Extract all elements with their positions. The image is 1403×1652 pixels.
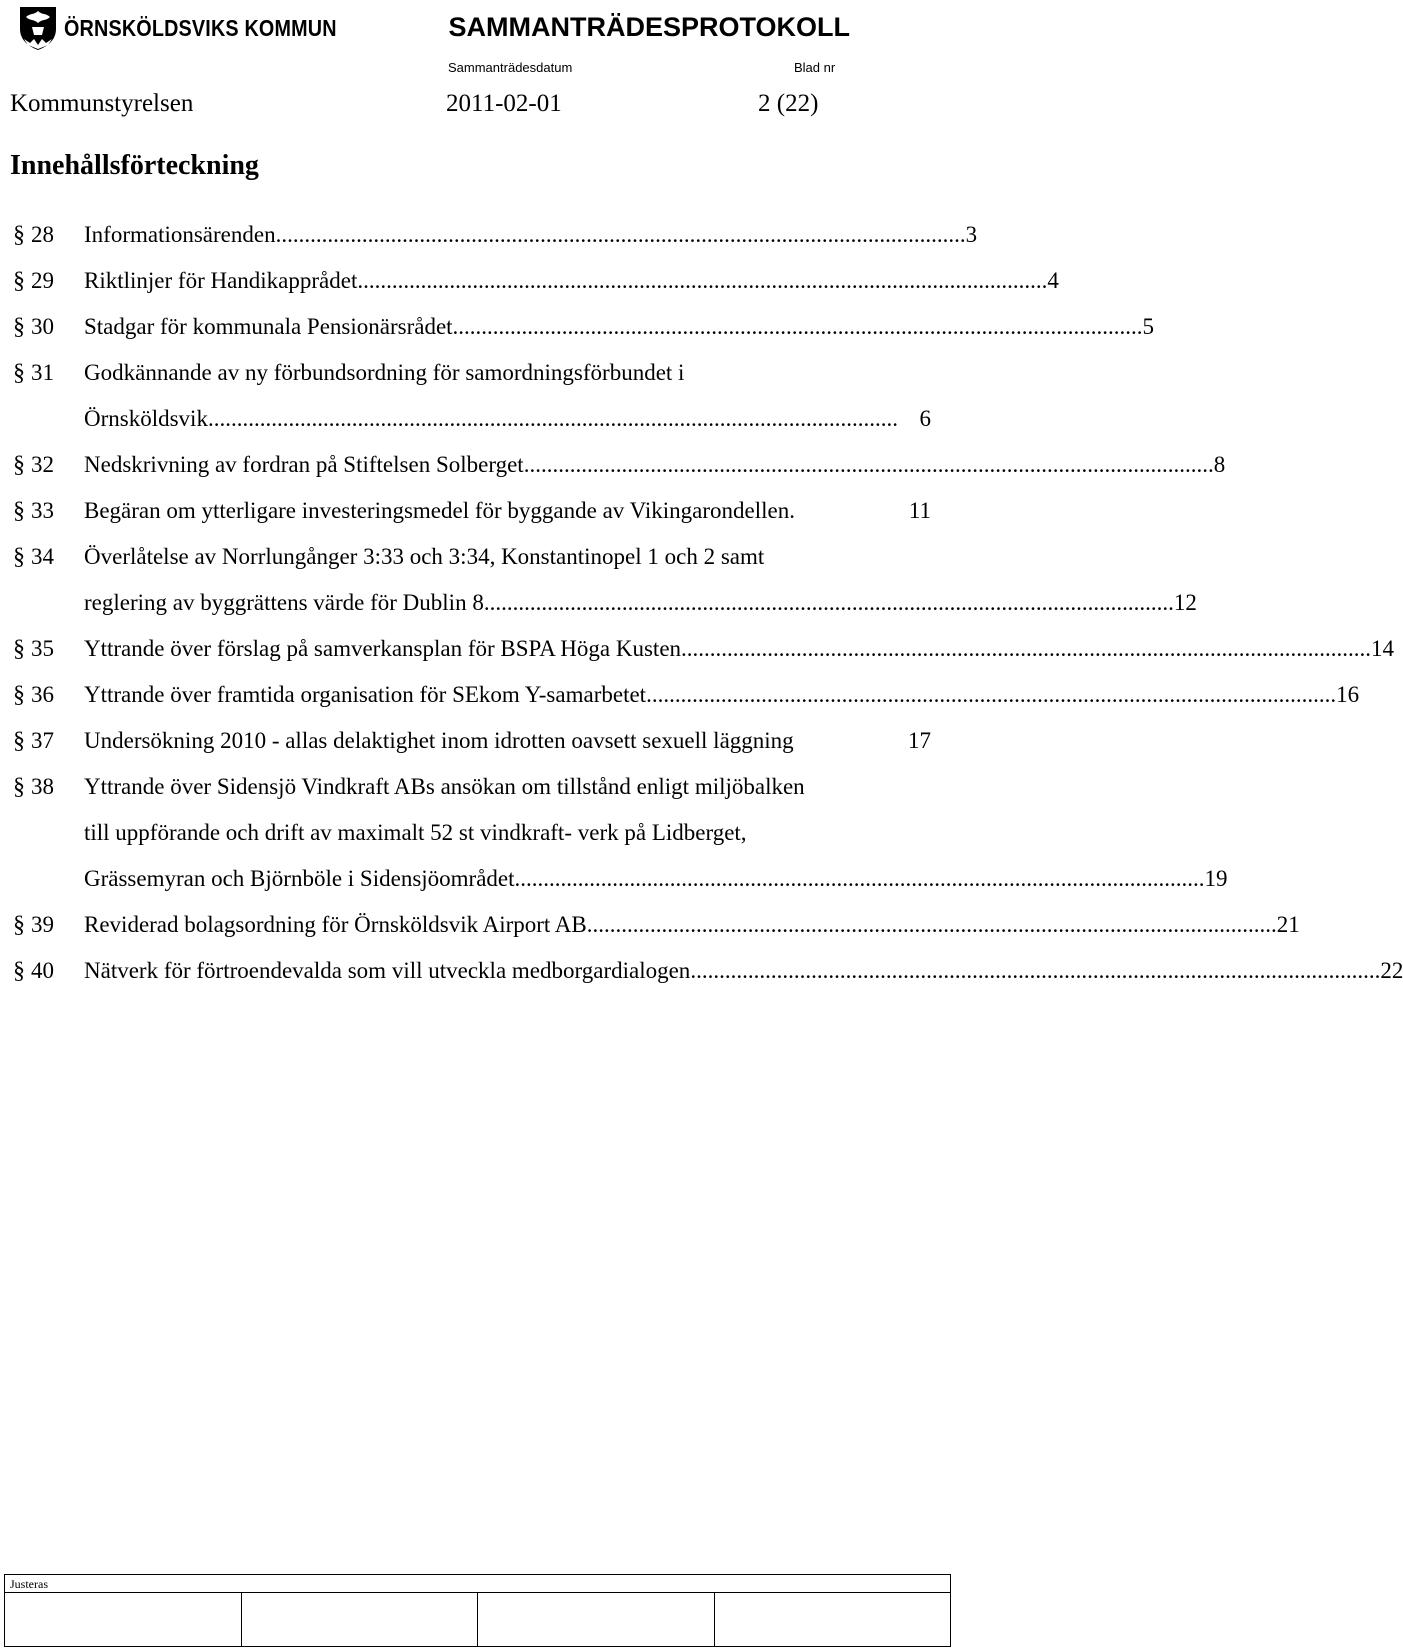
meeting-date-label: Sammanträdesdatum — [448, 60, 573, 75]
toc-entry[interactable] — [0, 214, 978, 260]
signature-table — [4, 1574, 951, 1647]
toc-line — [0, 352, 960, 398]
toc-entry[interactable] — [0, 490, 960, 536]
section-mark: § — [13, 222, 25, 248]
toc-entry[interactable] — [0, 260, 1059, 306]
section-number: 31 — [31, 360, 54, 385]
toc-entry-title: Godkännande av ny förbundsordning för samordningsförbundet i — [84, 360, 685, 385]
toc-line — [0, 306, 1155, 352]
section-number: 34 — [31, 544, 54, 569]
toc-line — [0, 766, 960, 812]
toc-entry[interactable] — [0, 904, 1300, 950]
toc-line — [0, 812, 960, 858]
page-number-label: Blad nr — [794, 60, 836, 75]
toc-entry[interactable] — [0, 766, 1228, 904]
toc-entry-title: Örnsköldsvik — [84, 406, 208, 431]
toc-line — [0, 490, 960, 536]
toc-line — [0, 720, 960, 766]
toc-page-number: 8 — [1213, 452, 1226, 477]
section-mark: § — [13, 682, 25, 708]
section-number: 39 — [31, 912, 54, 937]
toc-entry[interactable] — [0, 536, 1197, 628]
toc-page-number: 14 — [1371, 636, 1395, 661]
toc-page-number: 6 — [919, 406, 931, 431]
toc-entry-title: Nedskrivning av fordran på Stiftelsen Solberget — [84, 452, 524, 477]
toc-page-number: 22 — [1380, 958, 1403, 983]
meeting-date: 2011-02-01 — [446, 90, 562, 117]
dot-leader: ........................................................................................................................ — [523, 452, 1214, 477]
toc-entry-title: reglering av byggrättens värde för Dublin 8 — [84, 590, 484, 615]
toc-page-number: 5 — [1142, 314, 1155, 339]
section-number: 37 — [31, 728, 54, 753]
page-number: 2 (22) — [758, 90, 819, 117]
toc-line — [0, 260, 1059, 306]
toc-entry-title: Nätverk för förtroendevalda som vill utveckla medborgardialogen — [84, 958, 691, 983]
section-number: 29 — [31, 268, 54, 293]
section-mark: § — [13, 314, 25, 340]
section-mark: § — [13, 912, 25, 938]
signature-cell — [5, 1593, 242, 1647]
toc-entry-title: Överlåtelse av Norrlungånger 3:33 och 3:34, Konstantinopel 1 och 2 samt — [84, 544, 765, 569]
toc-entry[interactable] — [0, 306, 1155, 352]
section-number: 38 — [31, 774, 54, 799]
municipality-name: ÖRNSKÖLDSVIKS KOMMUN — [64, 14, 337, 41]
toc-entry-title: Informationsärenden — [84, 222, 276, 247]
signature-cell — [478, 1593, 715, 1647]
toc-heading: Innehållsförteckning — [10, 150, 259, 181]
toc-line — [0, 444, 1226, 490]
section-number: 33 — [31, 498, 54, 523]
dot-leader: ........................................................................................................................ — [690, 958, 1381, 983]
toc-entry[interactable] — [0, 950, 1403, 996]
toc-line — [0, 674, 1360, 720]
dot-leader: . — [789, 498, 795, 523]
toc-entry-title: Undersökning 2010 - allas delaktighet inom idrotten oavsett sexuell läggning — [84, 728, 794, 753]
toc-line — [0, 214, 978, 260]
toc-entry-title: Riktlinjer för Handikapprådet — [84, 268, 358, 293]
dot-leader: ........................................................................................................................ — [452, 314, 1143, 339]
toc-line — [0, 904, 1300, 950]
toc-page-number: 21 — [1276, 912, 1300, 937]
signature-header-cell — [5, 1575, 951, 1593]
dot-leader: ........................................................................................................................ — [514, 866, 1205, 891]
toc-entry-title: Stadgar för kommunala Pensionärsrådet — [84, 314, 453, 339]
governing-body: Kommunstyrelsen — [10, 90, 194, 117]
toc-entry-title: Begäran om ytterligare investeringsmedel för byggande av Vikingarondellen — [84, 498, 790, 523]
section-mark: § — [13, 268, 25, 294]
section-mark: § — [13, 452, 25, 478]
dot-leader: ........................................................................................................................ — [483, 590, 1174, 615]
section-number: 35 — [31, 636, 54, 661]
toc-page-number: 3 — [965, 222, 978, 247]
toc-entry[interactable] — [0, 444, 1226, 490]
section-number: 32 — [31, 452, 54, 477]
signature-cell — [241, 1593, 478, 1647]
table-of-contents — [0, 214, 1403, 996]
section-mark: § — [13, 360, 25, 386]
toc-entry[interactable] — [0, 352, 960, 444]
toc-page-number: 16 — [1336, 682, 1360, 707]
toc-line — [0, 950, 1403, 996]
document-title: SAMMANTRÄDESPROTOKOLL — [448, 12, 850, 42]
toc-entry-title: Yttrande över Sidensjö Vindkraft ABs ansökan om tillstånd enligt miljöbalken — [84, 774, 805, 799]
toc-page-number: 19 — [1204, 866, 1228, 891]
toc-line — [0, 858, 1228, 904]
toc-entry[interactable] — [0, 628, 1395, 674]
signature-label: Justeras — [10, 1577, 48, 1591]
toc-page-number: 4 — [1047, 268, 1059, 293]
section-number: 28 — [31, 222, 54, 247]
section-number: 40 — [31, 958, 54, 983]
dot-leader: ........................................................................................................................ — [357, 268, 1048, 293]
toc-line — [0, 536, 960, 582]
dot-leader: ........................................................................................................................ — [207, 406, 898, 431]
toc-entry-title: Yttrande över förslag på samverkansplan för BSPA Höga Kusten — [84, 636, 682, 661]
toc-line — [0, 582, 1197, 628]
section-mark: § — [13, 636, 25, 662]
toc-entry-title: Grässemyran och Björnböle i Sidensjöområdet — [84, 866, 515, 891]
toc-entry-title: till uppförande och drift av maximalt 52 st vindkraft- verk på Lidberget, — [84, 820, 747, 845]
toc-page-number: 11 — [908, 498, 931, 523]
section-mark: § — [13, 498, 25, 524]
toc-entry-title: Yttrande över framtida organisation för SEkom Y-samarbetet — [84, 682, 647, 707]
section-number: 36 — [31, 682, 54, 707]
toc-entry-title: Reviderad bolagsordning för Örnsköldsvik Airport AB — [84, 912, 587, 937]
section-mark: § — [13, 774, 25, 800]
toc-page-number: 17 — [908, 728, 931, 753]
dot-leader: ........................................................................................................................ — [275, 222, 966, 247]
section-mark: § — [13, 728, 25, 754]
toc-entry[interactable] — [0, 720, 960, 766]
toc-line — [0, 398, 960, 444]
section-mark: § — [13, 958, 25, 984]
toc-page-number: 12 — [1173, 590, 1197, 615]
toc-entry[interactable] — [0, 674, 1360, 720]
toc-line — [0, 628, 1395, 674]
coat-of-arms-icon — [18, 5, 58, 51]
dot-leader: ........................................................................................................................ — [646, 682, 1337, 707]
municipality-logo — [18, 6, 381, 50]
signature-cell — [714, 1593, 951, 1647]
dot-leader: ........................................................................................................................ — [681, 636, 1372, 661]
section-mark: § — [13, 544, 25, 570]
section-number: 30 — [31, 314, 54, 339]
dot-leader: ........................................................................................................................ — [586, 912, 1277, 937]
